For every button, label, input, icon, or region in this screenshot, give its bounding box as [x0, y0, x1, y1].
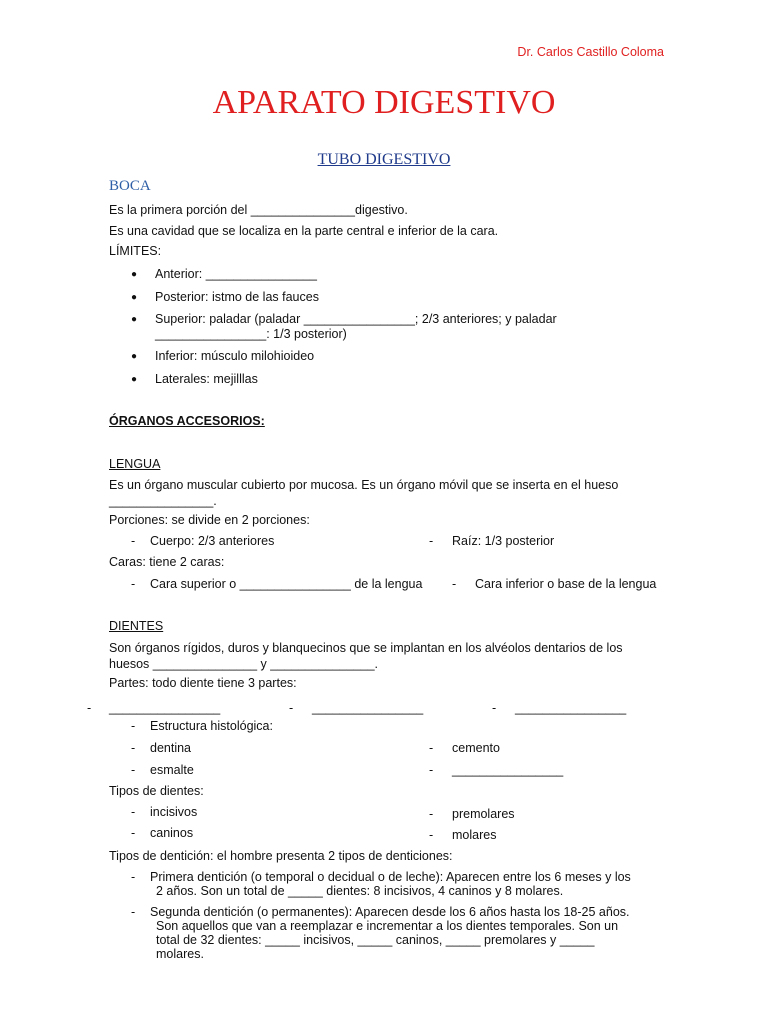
estructura-item: esmalte	[150, 763, 194, 777]
dash-marker: -	[131, 805, 136, 819]
lengua-desc-2: _______________.	[109, 494, 217, 508]
limit-item: Inferior: músculo milohioideo	[155, 349, 315, 363]
caras-label: Caras: tiene 2 caras:	[109, 555, 225, 569]
limit-item: Anterior: ________________	[155, 267, 317, 281]
dash-marker: -	[131, 534, 136, 548]
parte-item: ________________	[515, 701, 627, 715]
dash-marker: -	[429, 807, 434, 821]
document-subtitle: TUBO DIGESTIVO	[317, 151, 451, 168]
dash-marker: -	[429, 534, 434, 548]
porcion-item: Cuerpo: 2/3 anteriores	[150, 534, 275, 548]
dash-marker: -	[87, 701, 92, 715]
tipos-label: Tipos de dientes:	[109, 784, 204, 798]
bullet-icon: ●	[131, 374, 138, 385]
bullet-icon: ●	[131, 292, 138, 303]
dash-marker: -	[131, 905, 136, 919]
cara-item: Cara inferior o base de la lengua	[475, 577, 657, 591]
porciones-label: Porciones: se divide en 2 porciones:	[109, 513, 310, 527]
porcion-item: Raíz: 1/3 posterior	[452, 534, 555, 548]
dash-marker: -	[492, 701, 497, 715]
tipo-item: molares	[452, 828, 497, 842]
tipo-item: incisivos	[150, 805, 198, 819]
section-heading-boca: BOCA	[109, 178, 151, 194]
limit-item: Laterales: mejilllas	[155, 372, 258, 386]
segunda-denticion-line: Segunda dentición (o permanentes): Aparecen desde los 6 años hasta los 18-25 años.	[150, 905, 630, 919]
dash-marker: -	[131, 870, 136, 884]
dash-marker: -	[131, 763, 136, 777]
cara-item: Cara superior o ________________ de la lengua	[150, 577, 423, 591]
dash-marker: -	[131, 741, 136, 755]
estructura-label: Estructura histológica:	[150, 719, 273, 733]
dash-marker: -	[131, 826, 136, 840]
subsection-heading-dientes: DIENTES	[109, 619, 164, 633]
limit-item: Posterior: istmo de las fauces	[155, 290, 319, 304]
estructura-item: cemento	[452, 741, 500, 755]
primera-denticion-line: 2 años. Son un total de _____ dientes: 8 incisivos, 4 caninos y 8 molares.	[156, 884, 564, 898]
parte-item: ________________	[312, 701, 424, 715]
estructura-item: ________________	[452, 763, 564, 777]
lengua-desc-1: Es un órgano muscular cubierto por mucosa. Es un órgano móvil que se inserta en el hueso	[109, 478, 619, 492]
segunda-denticion-line: total de 32 dientes: _____ incisivos, _____ caninos, _____ premolares y _____	[156, 933, 595, 947]
document-title: APARATO DIGESTIVO	[212, 84, 556, 121]
author-name: Dr. Carlos Castillo Coloma	[517, 45, 664, 59]
limits-label: LÍMITES:	[109, 244, 162, 258]
parte-item: ________________	[109, 701, 221, 715]
denticion-label: Tipos de dentición: el hombre presenta 2 tipos de denticiones:	[109, 849, 453, 863]
segunda-denticion-line: molares.	[156, 947, 204, 961]
dash-marker: -	[131, 577, 136, 591]
dash-marker: -	[429, 741, 434, 755]
subsection-heading-lengua: LENGUA	[109, 457, 161, 471]
boca-intro-2: Es una cavidad que se localiza en la parte central e inferior de la cara.	[109, 224, 499, 238]
limit-item-continuation: ________________: 1/3 posterior)	[155, 327, 347, 341]
dash-marker: -	[131, 719, 136, 733]
dash-marker: -	[289, 701, 294, 715]
tipo-item: caninos	[150, 826, 194, 840]
bullet-icon: ●	[131, 351, 138, 362]
boca-intro-1: Es la primera porción del _______________digestivo.	[109, 203, 408, 217]
dientes-desc-2: huesos _______________ y _______________.	[109, 657, 379, 671]
dash-marker: -	[429, 763, 434, 777]
tipo-item: premolares	[452, 807, 515, 821]
partes-label: Partes: todo diente tiene 3 partes:	[109, 676, 297, 690]
primera-denticion-line: Primera dentición (o temporal o decidual o de leche): Aparecen entre los 6 meses y los	[150, 870, 631, 884]
estructura-item: dentina	[150, 741, 192, 755]
bullet-icon: ●	[131, 314, 138, 325]
segunda-denticion-line: Son aquellos que van a reemplazar e incrementar a los dientes temporales. Son un	[156, 919, 619, 933]
dash-marker: -	[429, 828, 434, 842]
bullet-icon: ●	[131, 269, 138, 280]
dientes-desc-1: Son órganos rígidos, duros y blanquecinos que se implantan en los alvéolos dentarios de los	[109, 641, 623, 655]
dash-marker: -	[452, 577, 457, 591]
limit-item: Superior: paladar (paladar ________________; 2/3 anteriores; y paladar	[155, 312, 557, 326]
section-heading-organos: ÓRGANOS ACCESORIOS:	[109, 414, 265, 428]
